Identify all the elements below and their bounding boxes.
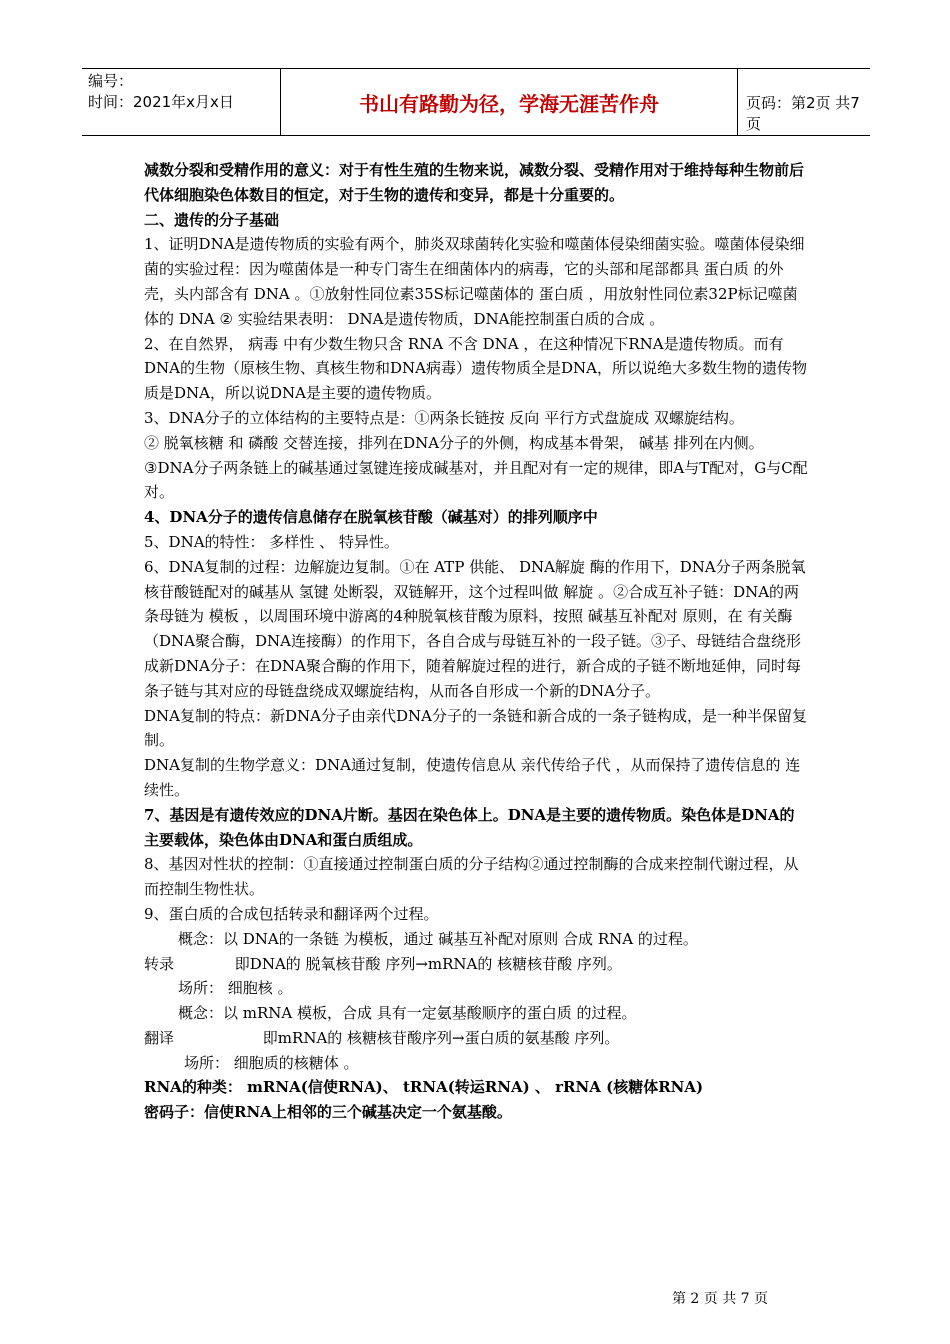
translation-block xyxy=(144,1001,809,1075)
translation-sequence xyxy=(144,1026,809,1051)
number-label: 编号： xyxy=(88,72,134,90)
document-body xyxy=(144,158,809,1125)
paragraph-5: 5、DNA的特性： 多样性 、 特异性。 xyxy=(144,532,399,551)
page-footer xyxy=(0,1288,950,1308)
paragraph-replication-feature: DNA复制的特点：新DNA分子由亲代DNA分子的一条链和新合成的一条子链构成，是一种半保留复制。 xyxy=(144,706,807,750)
transcription-concept: 概念：以 DNA的一条链 为模板，通过 碱基互补配对原则 合成 RNA 的过程。 xyxy=(178,929,698,948)
paragraph-2: 2、在自然界， 病毒 中有少数生物只含 RNA 不含 DNA ，在这种情况下RNA是遗传物质。而有DNA的生物（原核生物、真核生物和DNA病毒）遗传物质全是DNA，所以说绝大多数生物的遗传物质是DNA，所以说DNA是主要的遗传物质。 xyxy=(144,334,807,403)
paragraph-codon: 密码子：信使RNA上相邻的三个碱基决定一个氨基酸。 xyxy=(144,1103,512,1122)
paragraph-3b: ② 脱氧核糖 和 磷酸 交替连接，排列在DNA分子的外侧，构成基本骨架， 碱基 排列在内侧。 xyxy=(144,433,764,452)
transcription-sequence xyxy=(144,952,809,977)
transcription-sequence-text: 即DNA的 脱氧核苷酸 序列→mRNA的 核糖核苷酸 序列。 xyxy=(234,954,622,973)
paragraph-3c: ③DNA分子两条链上的碱基通过氢键连接成碱基对，并且配对有一定的规律，即A与T配对，G与C配对。 xyxy=(144,458,808,502)
paragraph-replication-meaning: DNA复制的生物学意义：DNA通过复制，使遗传信息从 亲代传给子代 ，从而保持了遗传信息的 连续性。 xyxy=(144,756,801,799)
paragraph-1: 1、证明DNA是遗传物质的实验有两个，肺炎双球菌转化实验和噬菌体侵染细菌实验。噬菌体侵染细菌的实验过程：因为噬菌体是一种专门寄生在细菌体内的病毒，它的头部和尾部都具 蛋白质 的外壳，头内部含有 DNA 。①放射性同位素35S标记噬菌体的 蛋白质 ，用放射性同位素32P标记噬菌体的 DNA ② 实验结果表明： DNA是遗传物质，DNA能控制蛋白质的合成 。 xyxy=(144,235,805,328)
translation-site: 场所： 细胞质的核糖体 。 xyxy=(184,1053,359,1072)
paragraph-meiosis: 减数分裂和受精作用的意义：对于有性生殖的生物来说，减数分裂、受精作用对于维持每种生物前后代体细胞染色体数目的恒定，对于生物的遗传和变异，都是十分重要的。 xyxy=(144,161,805,204)
paragraph-3: 3、DNA分子的立体结构的主要特点是：①两条长链按 反向 平行方式盘旋成 双螺旋结构。 xyxy=(144,408,744,427)
paragraph-rna-types: RNA的种类： mRNA(信使RNA)、 tRNA(转运RNA) 、 rRNA (核糖体RNA) xyxy=(144,1078,704,1097)
translation-label: 翻译 xyxy=(144,1028,175,1047)
translation-concept: 概念：以 mRNA 模板，合成 具有一定氨基酸顺序的蛋白质 的过程。 xyxy=(178,1004,637,1023)
transcription-site: 场所： 细胞核 。 xyxy=(178,979,293,998)
date-label: 时间：2021年x月x日 xyxy=(88,93,234,111)
paragraph-8: 8、基因对性状的控制：①直接通过控制蛋白质的分子结构②通过控制酶的合成来控制代谢过程，从而控制生物性状。 xyxy=(144,855,799,899)
footer-page-number: 第 2 页 共 7 页 xyxy=(671,1291,769,1307)
transcription-label: 转录 xyxy=(144,954,175,973)
section-heading: 二、遗传的分子基础 xyxy=(144,210,280,229)
page-header xyxy=(82,68,870,136)
header-page: 页码：第2页 共7页 xyxy=(746,94,860,133)
header-meta xyxy=(88,71,234,113)
header-motto: 书山有路勤为径，学海无涯苦作舟 xyxy=(280,69,738,135)
paragraph-6: 6、DNA复制的过程：边解旋边复制。①在 ATP 供能、 DNA解旋 酶的作用下，DNA分子两条脱氧核苷酸链配对的碱基从 氢键 处断裂，双链解开，这个过程叫做 解旋 。②合成互补子链：DNA的两条母链为 模板 ，以周围环境中游离的4种脱氧核苷酸为原料，按照 碱基互补配对 原则，在 有关酶（DNA聚合酶，DNA连接酶）的作用下，各自合成与母链互补的一段子链。③子、母链结合盘绕形成新DNA分子：在DNA聚合酶的作用下，随着解旋过程的进行，新合成的子链不断地延伸，同时每条子链与其对应的母链盘绕成双螺旋结构，从而各自形成一个新的DNA分子。 xyxy=(144,557,806,700)
paragraph-9: 9、蛋白质的合成包括转录和翻译两个过程。 xyxy=(144,904,439,923)
translation-sequence-text: 即mRNA的 核糖核苷酸序列→蛋白质的氨基酸 序列。 xyxy=(262,1028,620,1047)
paragraph-7: 7、基因是有遗传效应的DNA片断。基因在染色体上。DNA是主要的遗传物质。染色体是DNA的主要载体，染色体由DNA和蛋白质组成。 xyxy=(144,805,795,849)
transcription-block xyxy=(144,927,809,1001)
paragraph-4: 4、DNA分子的遗传信息储存在脱氧核苷酸（碱基对）的排列顺序中 xyxy=(144,508,598,527)
